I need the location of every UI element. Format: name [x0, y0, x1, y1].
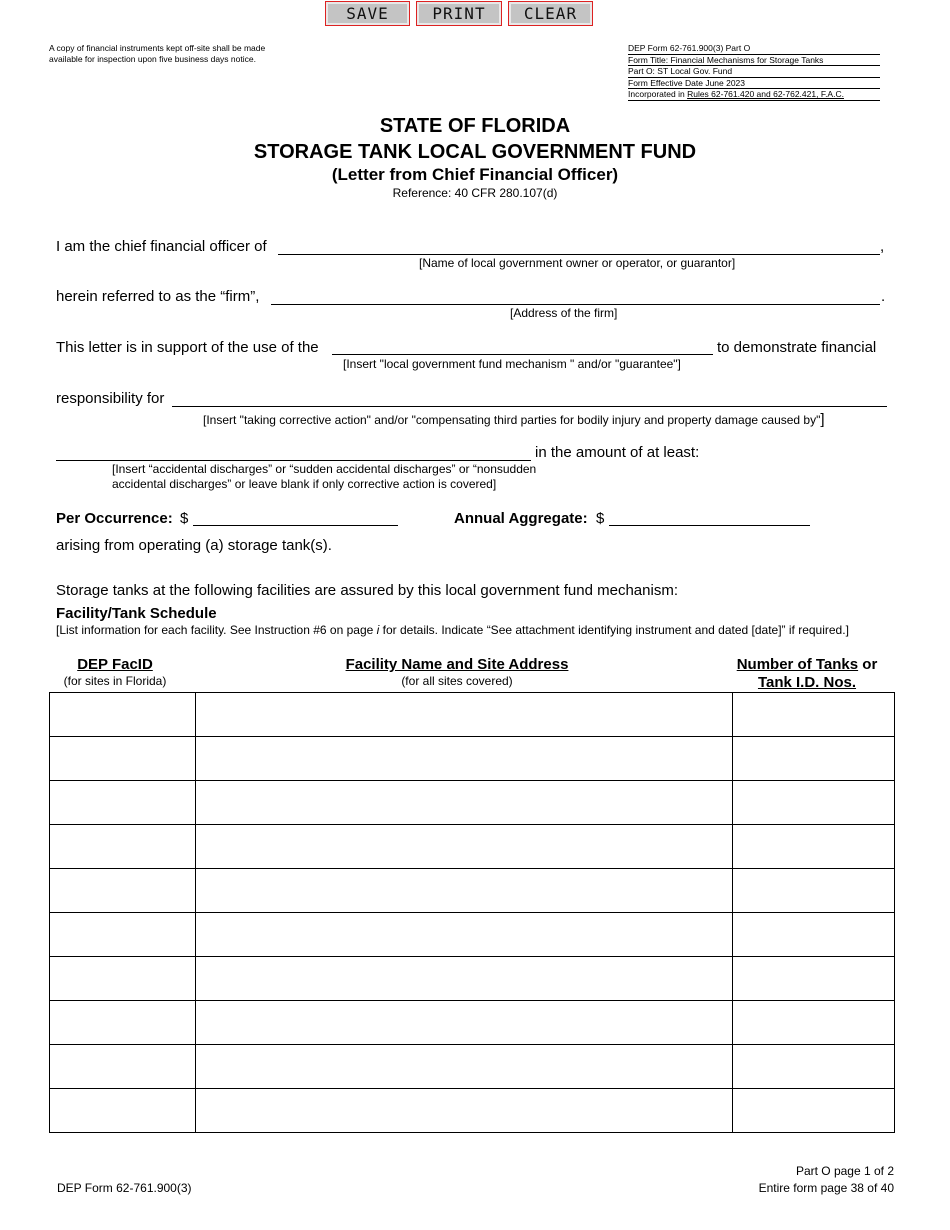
annual-aggregate-currency: $: [596, 510, 605, 527]
facility-cell[interactable]: [195, 693, 732, 737]
facid-cell[interactable]: [50, 957, 196, 1001]
support-suffix: to demonstrate financial: [717, 339, 877, 356]
footer-part-page: Part O page 1 of 2: [795, 1164, 894, 1178]
tanks-cell[interactable]: [733, 1045, 895, 1089]
responsibility-caption-bracket: ]: [820, 411, 825, 428]
offsite-note: [49, 43, 349, 64]
firm-caption: [Address of the firm]: [510, 306, 618, 320]
col-tanks-header-a: Number of Tanks: [736, 656, 859, 673]
form-effective-date: Form Effective Date June 2023: [628, 78, 880, 90]
schedule-instr-prefix: [List information for each facility. See Instruction #6 on page: [56, 623, 377, 637]
per-occurrence-field[interactable]: [193, 525, 398, 526]
clear-button[interactable]: CLEAR: [508, 1, 593, 26]
facid-cell[interactable]: [50, 693, 196, 737]
responsibility-caption-text: [Insert "taking corrective action" and/or "compensating third parties for bodily injury and property damage caused by": [203, 413, 821, 427]
table-row: [50, 957, 895, 1001]
responsibility-label: responsibility for: [56, 390, 165, 407]
facility-cell[interactable]: [195, 781, 732, 825]
form-part: Part O: ST Local Gov. Fund: [628, 66, 880, 78]
table-row: [50, 1001, 895, 1045]
tanks-cell[interactable]: [733, 737, 895, 781]
incorporated-prefix: Incorporated in: [628, 89, 688, 99]
facid-cell[interactable]: [50, 1001, 196, 1045]
tanks-cell[interactable]: [733, 957, 895, 1001]
schedule-instructions: [56, 623, 849, 637]
col-tanks-header: [726, 656, 888, 692]
firm-label: herein referred to as the “firm”,: [56, 288, 260, 305]
facid-cell[interactable]: [50, 1045, 196, 1089]
tanks-cell[interactable]: [733, 1089, 895, 1133]
amount-caption-line2: accidental discharges” or leave blank if only corrective action is covered]: [112, 477, 497, 491]
cfo-caption: [Name of local government owner or operator, or guarantor]: [419, 256, 736, 270]
schedule-instr-italic: i: [376, 623, 380, 637]
col-facility-header: [195, 656, 719, 673]
amount-caption-line1: [Insert “accidental discharges” or “sudden accidental discharges” or “nonsudden: [112, 462, 537, 476]
facility-cell[interactable]: [195, 825, 732, 869]
form-incorporated: [628, 89, 880, 101]
local-government-name-field[interactable]: [278, 254, 880, 255]
form-number: DEP Form 62-761.900(3) Part O: [628, 43, 880, 55]
table-row: [50, 693, 895, 737]
facility-cell[interactable]: [195, 913, 732, 957]
facility-cell[interactable]: [195, 869, 732, 913]
offsite-note-line2: available for inspection upon five business days notice.: [49, 53, 256, 64]
table-row: [50, 737, 895, 781]
storage-text: Storage tanks at the following facilities are assured by this local government fund mechanism:: [56, 582, 678, 599]
tanks-cell[interactable]: [733, 693, 895, 737]
title-state: STATE OF FLORIDA: [379, 115, 571, 137]
tanks-cell[interactable]: [733, 1001, 895, 1045]
support-caption: [Insert "local government fund mechanism " and/or "guarantee"]: [343, 357, 681, 371]
col-facility-header-text: Facility Name and Site Address: [345, 656, 569, 673]
facility-cell[interactable]: [195, 957, 732, 1001]
form-title: Form Title: Financial Mechanisms for Storage Tanks: [628, 55, 880, 67]
col-facid-header-text: DEP FacID: [77, 656, 153, 673]
firm-address-field[interactable]: [271, 304, 880, 305]
incorporated-rules-link[interactable]: Rules 62-761.420 and 62-762.421, F.A.C.: [687, 89, 844, 99]
form-info-block: [628, 43, 880, 101]
col-facility-sub: (for all sites covered): [401, 674, 513, 688]
firm-period: .: [881, 288, 886, 305]
support-label: This letter is in support of the use of the: [56, 339, 319, 356]
facid-cell[interactable]: [50, 825, 196, 869]
facility-tank-schedule-table: [49, 692, 895, 1133]
tanks-cell[interactable]: [733, 825, 895, 869]
col-facid-sub: (for sites in Florida): [63, 674, 167, 688]
annual-aggregate-label: Annual Aggregate:: [454, 510, 588, 527]
col-tanks-header-b: Tank I.D. Nos.: [757, 674, 857, 691]
cfo-label: I am the chief financial officer of: [56, 238, 267, 255]
table-row: [50, 781, 895, 825]
amount-caption: [112, 462, 536, 492]
cfo-comma: ,: [880, 238, 885, 255]
col-facid-header: [49, 656, 181, 673]
schedule-heading: Facility/Tank Schedule: [56, 605, 217, 622]
mechanism-field[interactable]: [332, 354, 713, 355]
save-button[interactable]: SAVE: [325, 1, 410, 26]
discharge-type-field[interactable]: [56, 460, 531, 461]
table-row: [50, 825, 895, 869]
facid-cell[interactable]: [50, 869, 196, 913]
schedule-body: [50, 693, 895, 1133]
facid-cell[interactable]: [50, 1089, 196, 1133]
arising-text: arising from operating (a) storage tank(s).: [56, 537, 332, 554]
offsite-note-line1: A copy of financial instruments kept off-site shall be made: [49, 43, 266, 53]
footer-entire-page: Entire form page 38 of 40: [758, 1181, 894, 1195]
table-row: [50, 869, 895, 913]
table-row: [50, 1045, 895, 1089]
table-row: [50, 1089, 895, 1133]
title-fund: STORAGE TANK LOCAL GOVERNMENT FUND: [253, 141, 697, 163]
tanks-cell[interactable]: [733, 781, 895, 825]
facility-cell[interactable]: [195, 1089, 732, 1133]
responsibility-caption: [203, 411, 825, 428]
per-occurrence-label: Per Occurrence:: [56, 510, 173, 527]
print-button[interactable]: PRINT: [416, 1, 502, 26]
schedule-instr-suffix: for details. Indicate “See attachment identifying instrument and dated [date]” if required.]: [379, 623, 849, 637]
responsibility-field[interactable]: [172, 406, 887, 407]
tanks-cell[interactable]: [733, 913, 895, 957]
facility-cell[interactable]: [195, 737, 732, 781]
footer-form-number: DEP Form 62-761.900(3): [57, 1181, 192, 1195]
col-tanks-header-or: or: [858, 656, 878, 673]
facid-cell[interactable]: [50, 737, 196, 781]
facility-cell[interactable]: [195, 1001, 732, 1045]
title-reference: Reference: 40 CFR 280.107(d): [392, 186, 558, 200]
per-occurrence-currency: $: [180, 510, 189, 527]
title-letter: (Letter from Chief Financial Officer): [331, 165, 619, 184]
table-row: [50, 913, 895, 957]
annual-aggregate-field[interactable]: [609, 525, 810, 526]
facility-cell[interactable]: [195, 1045, 732, 1089]
facid-cell[interactable]: [50, 913, 196, 957]
amount-label: in the amount of at least:: [535, 444, 700, 461]
facid-cell[interactable]: [50, 781, 196, 825]
tanks-cell[interactable]: [733, 869, 895, 913]
